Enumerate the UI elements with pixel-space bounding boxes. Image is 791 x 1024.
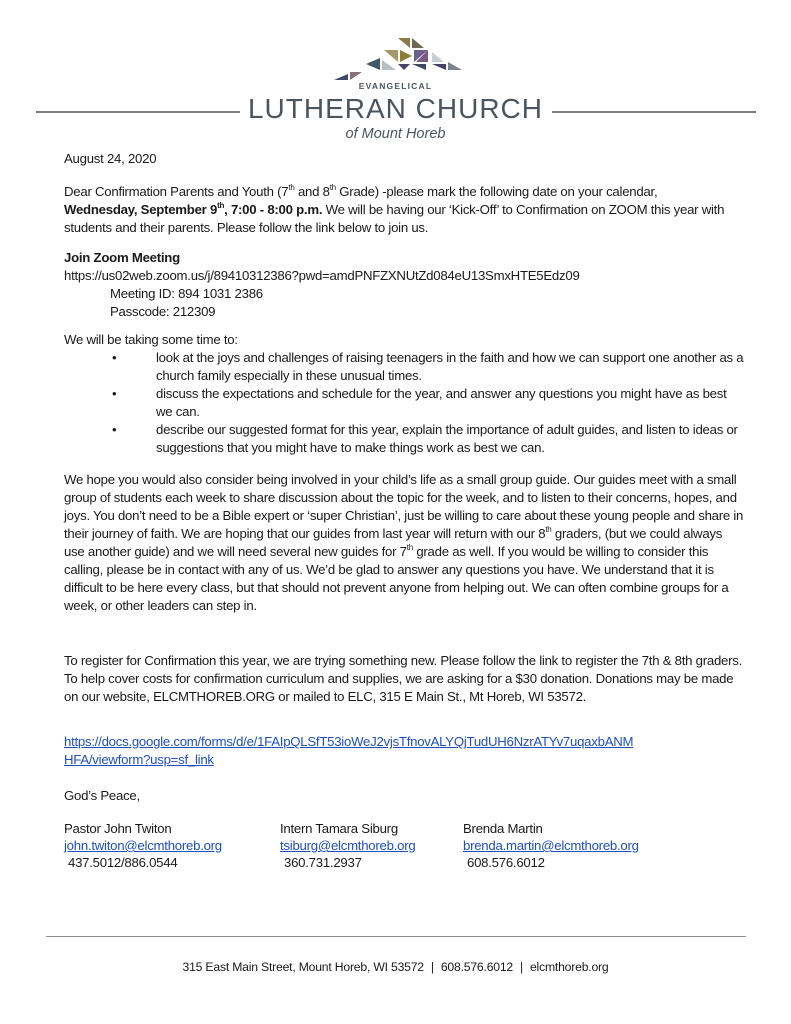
- registration-form-link[interactable]: [64, 733, 744, 769]
- contact-email[interactable]: brenda.martin@elcmthoreb.org: [463, 838, 639, 853]
- ordinal-suffix: th: [288, 183, 295, 192]
- letterhead-evangelical: EVANGELICAL: [358, 81, 433, 91]
- logo-triangle: [412, 38, 424, 48]
- contact-phone: 360.731.2937: [284, 855, 362, 870]
- event-date-time: Wednesday, September 9th, 7:00 - 8:00 p.m.: [64, 201, 323, 217]
- contact-card: [280, 820, 415, 871]
- ordinal-suffix: th: [329, 183, 336, 192]
- agenda-item: • look at the joys and challenges of raising teenagers in the faith and how we can support one another as a church family especially in these unusual times.: [112, 350, 744, 383]
- intro-text: We will be having our ‘Kick-Off’ to Confirmation on ZOOM this year with students and their parents. Please follow the link below to join us.: [64, 202, 725, 235]
- agenda-item: • discuss the expectations and schedule for the year, and answer any questions you might have as best we can.: [112, 386, 727, 419]
- zoom-meeting-block: [64, 249, 744, 321]
- letterhead-church-name: LUTHERAN CHURCH: [247, 93, 543, 124]
- agenda-list: [64, 349, 744, 457]
- intro-text: Dear Confirmation Parents and Youth (7: [64, 184, 289, 199]
- contact-phone: 608.576.6012: [467, 855, 545, 870]
- guides-paragraph: We hope you would also consider being involved in your child’s life as a small group guide. Our guides meet with a small group of students each week to share discussion about the topic for the week, and to listen to their concerns, hopes, and joys. You don’t need to be a Bible expert or ‘super Christian’, just be willing to care about these young people and share in their journey of faith. We are hoping that our guides from last year will return with our 8th graders, (but we could always use another guide) and we will need several new guides for 7th grade as well. If you would be willing to consider this calling, please be in contact with any of us. We’d be glad to answer any questions you have. We understand that it is difficult to be here every class, but that should not prevent anyone from helping out. We can often combine groups for a week, or other leaders can step in.: [64, 472, 744, 613]
- form-link-line-1[interactable]: https://docs.google.com/forms/d/e/1FAIpQLSfT53ioWeJ2vjsTfnovALYQjTudUH6NzrATYv7uqaxbANM: [64, 734, 634, 749]
- logo-triangle: [398, 64, 410, 70]
- triangle-mosaic-logo-icon: [328, 36, 468, 82]
- contact-name: Pastor John Twiton: [64, 821, 172, 836]
- contact-phone: 437.5012/886.0544: [68, 855, 178, 870]
- logo-triangle: [382, 60, 396, 70]
- logo-triangle: [432, 52, 444, 62]
- intro-text: Grade) -please mark the following date on your calendar,: [335, 184, 658, 199]
- bullet-icon: •: [112, 350, 117, 365]
- footer: [0, 960, 791, 974]
- agenda-intro: We will be taking some time to:: [64, 332, 238, 347]
- footer-website[interactable]: elcmthoreb.org: [529, 960, 609, 974]
- contacts-section: [64, 820, 744, 880]
- intro-paragraph: [64, 183, 744, 237]
- zoom-meeting-id: Meeting ID: 894 1031 2386: [110, 286, 263, 301]
- logo-triangle: [412, 64, 426, 70]
- logo-triangle: [448, 62, 462, 70]
- letterhead-location: of Mount Horeb: [345, 126, 446, 142]
- footer-separator: |: [430, 960, 434, 974]
- logo-triangle: [432, 64, 446, 70]
- footer-address: 315 East Main Street, Mount Horeb, WI 53572: [182, 960, 424, 974]
- footer-separator: |: [520, 960, 523, 974]
- intro-text: and 8: [294, 184, 330, 199]
- logo-triangle: [398, 38, 410, 48]
- bullet-icon: •: [112, 386, 117, 401]
- closing: God’s Peace,: [64, 788, 140, 803]
- logo-triangle: [400, 50, 412, 62]
- contact-email[interactable]: john.twiton@elcmthoreb.org: [64, 838, 222, 853]
- zoom-passcode: Passcode: 212309: [110, 304, 216, 319]
- contact-name: Intern Tamara Siburg: [280, 821, 398, 836]
- letter-date: August 24, 2020: [64, 151, 157, 166]
- footer-phone: 608.576.6012: [440, 960, 514, 974]
- form-link-line-2[interactable]: HFA/viewform?usp=sf_link: [64, 752, 214, 767]
- contact-card: [64, 820, 222, 871]
- contact-email[interactable]: tsiburg@elcmthoreb.org: [280, 838, 416, 853]
- logo-triangle: [334, 74, 348, 80]
- contact-name: Brenda Martin: [463, 821, 543, 836]
- zoom-url[interactable]: https://us02web.zoom.us/j/89410312386?pwd=amdPNFZXNUtZd084eU13SmxHTE5Edz09: [64, 268, 580, 283]
- agenda-item: • describe our suggested format for this year, explain the importance of adult guides, and listen to ideas or suggestions that you might have to make things work as best we can.: [112, 422, 738, 455]
- logo-triangle: [350, 72, 362, 80]
- bullet-icon: •: [112, 422, 117, 437]
- logo-triangle: [384, 50, 398, 62]
- footer-rule: [46, 936, 746, 937]
- contact-card: [463, 820, 639, 871]
- zoom-heading: Join Zoom Meeting: [64, 250, 180, 265]
- register-paragraph: To register for Confirmation this year, we are trying something new. Please follow the link to register the 7th & 8th graders. To help cover costs for confirmation curriculum and supplies, we are asking for a $30 donation. Donations may be made on our website, ELCMTHOREB.ORG or mailed to ELC, 315 E Main St., Mt Horeb, WI 53572.: [64, 653, 743, 704]
- logo-triangle: [366, 58, 380, 70]
